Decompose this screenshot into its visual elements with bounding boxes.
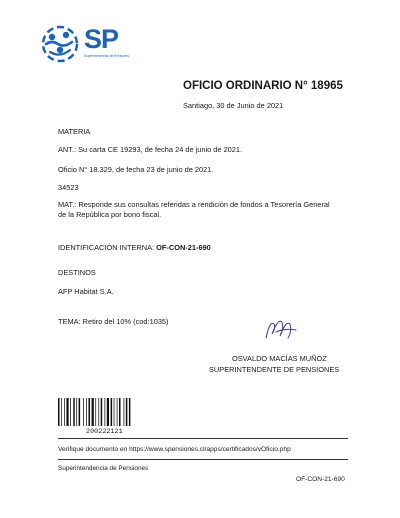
mat-line-1: MAT.: Responde sus consultas referidas a rendición de fondos a Tesorería General xyxy=(58,200,330,209)
tema-line: TEMA: Retiro del 10% (cod:1035) xyxy=(58,317,169,326)
identificacion-label: IDENTIFICACIÓN INTERNA: xyxy=(58,243,155,252)
document-title: OFICIO ORDINARIO N° 18965 xyxy=(183,80,343,92)
logo-subtitle: Superintendencia de Pensiones xyxy=(84,54,130,58)
footer-institution: Superintendencia de Pensiones xyxy=(58,465,149,472)
barcode-number: 200222121 xyxy=(86,428,123,436)
ant-line-1: ANT.: Su carta CE 19293, de fecha 24 de junio de 2021. xyxy=(58,145,243,154)
identificacion-value: OF-CON-21-690 xyxy=(156,243,211,252)
destinos-label: DESTINOS xyxy=(58,268,96,277)
mat-line-2: de la República por bono fiscal. xyxy=(58,210,162,219)
signature-icon xyxy=(262,314,300,342)
materia-label: MATERIA xyxy=(58,127,91,136)
ant-line-2: Oficio N° 18.329, de fecha 23 de junio de 2021. xyxy=(58,165,214,174)
logo-wordmark: SP xyxy=(84,24,119,54)
footer-code: OF-CON-21-690 xyxy=(296,476,345,483)
footer-rule-bottom xyxy=(58,459,348,460)
place-date: Santiago, 30 de Junio de 2021 xyxy=(183,101,284,110)
signer-title: SUPERINTENDENTE DE PENSIONES xyxy=(209,365,340,374)
signer-name: OSVALDO MACÍAS MUÑOZ xyxy=(232,354,327,363)
barcode xyxy=(58,398,132,426)
ant-line-3: 34523 xyxy=(58,183,79,192)
footer-rule-top xyxy=(58,438,348,439)
identificacion-interna xyxy=(58,243,211,252)
verify-text: Verifique documento en https://www.spensiones.cl/apps/certificados/vOficio.php xyxy=(58,446,291,453)
sp-logo xyxy=(38,22,130,66)
people-circle-icon xyxy=(38,22,84,66)
destino-item: AFP Habitat S.A. xyxy=(58,287,114,296)
